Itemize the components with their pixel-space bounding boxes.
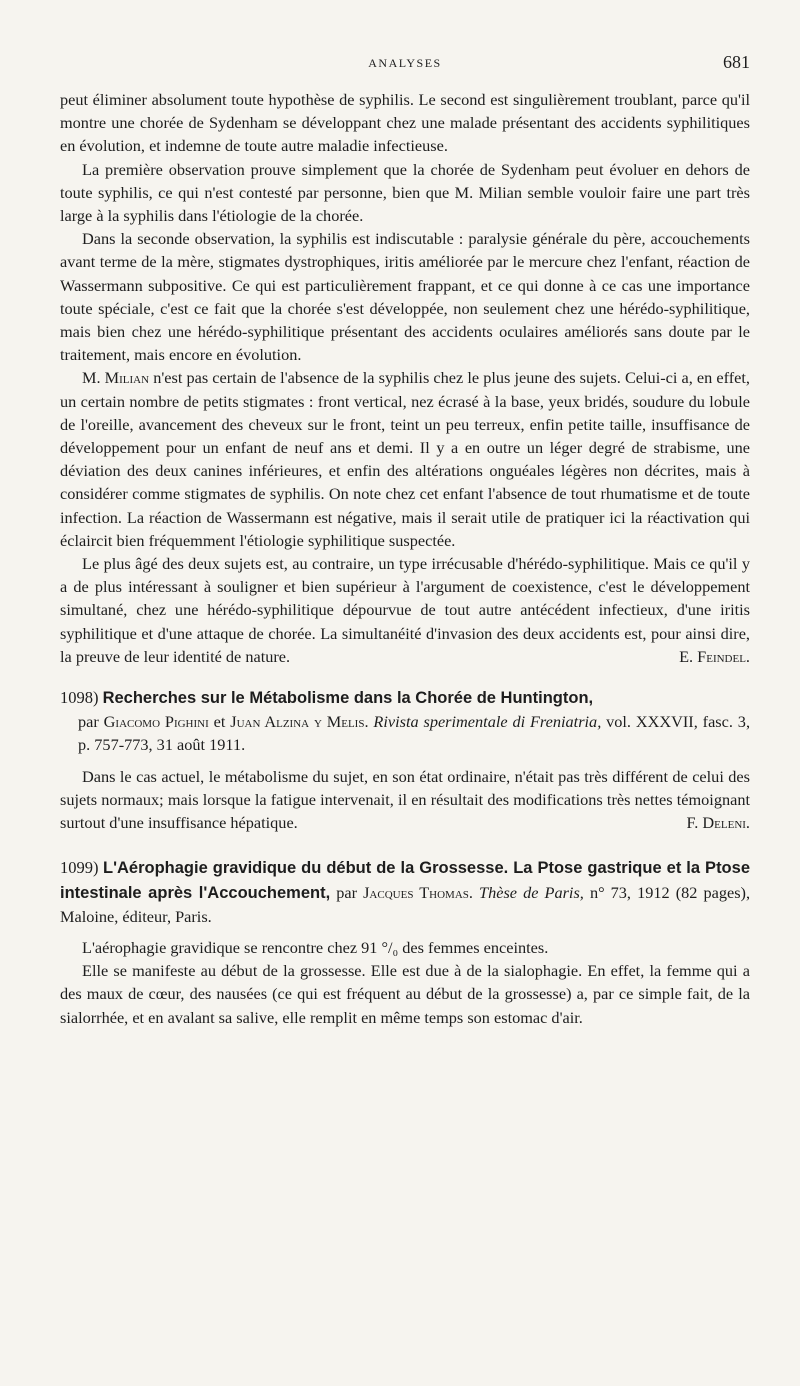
signature-deleni: F. Deleni.: [686, 813, 750, 833]
paragraph-4: [60, 366, 750, 552]
entry-1098-text: [60, 765, 750, 835]
by-word-2: par: [330, 882, 364, 902]
by-word: par: [78, 712, 104, 732]
entry-1098-reference: vol. XXXVII, fasc. 3, p. 757-773, 31 août 1911.: [78, 712, 751, 755]
entry-1099-text-1: L'aérophagie gravidique se rencontre chez 91 °/₀ des femmes enceintes.: [82, 937, 549, 957]
signature-feindel: E. Feindel.: [679, 646, 750, 666]
text-body: [60, 88, 750, 1029]
and-word: et: [208, 712, 231, 732]
entry-1099-number: 1099): [60, 858, 99, 878]
entry-1098-body: Dans le cas actuel, le métabolisme du sujet, en son état ordinaire, n'était pas très différent de celui des sujets normaux; mais lorsque la fatigue intervenait, il en résultait des modifications très nettes témoignant surtout d'une insuffisance hépatique.: [60, 766, 750, 833]
entry-1099-heading: [60, 856, 750, 928]
entry-1099-reference: n° 73, 1912 (82 pages), Maloine, éditeur, Paris.: [60, 882, 751, 926]
period-2: .: [468, 882, 480, 902]
entry-1099-text-2: Elle se manifeste au début de la grossesse. Elle est due à de la sialophagie. En effet, la femme qui a des maux de cœur, des nausées (ce qui est fréquent au début de la grossesse) a, par ce simple fait, de la sialorrhée, et en avalant sa salive, elle remplit en même temps son estomac d'air.: [60, 961, 750, 1027]
journal-name: Rivista sperimentale di Freniatria,: [373, 712, 602, 732]
page-number: 681: [723, 52, 750, 72]
author-alzina: Juan Alzina y Melis: [230, 712, 365, 732]
paragraph-2: La première observation prouve simplement que la chorée de Sydenham peut évoluer en dehors de toute syphilis, ce qui n'est contesté par personne, bien que M. Milian semble vouloir faire une part très large à la syphilis dans l'étiologie de la chorée.: [60, 159, 750, 226]
entry-1098-number: 1098): [60, 688, 99, 708]
entry-1098-title: Recherches sur le Métabolisme dans la Chorée de Huntington,: [102, 689, 594, 708]
entry-1099-title: L'Aérophagie gravidique du début de la Grossesse. La Ptose gastrique et la Ptose intestinale après l'Accouchement,: [60, 859, 750, 902]
author-thomas: Jacques Thomas: [363, 882, 469, 902]
running-head: [60, 52, 750, 76]
author-pighini: Giacomo Pighini: [103, 712, 209, 732]
running-title: ANALYSES: [368, 56, 442, 70]
author-mention: M. Milian: [82, 368, 150, 388]
paragraph-3: Dans la seconde observation, la syphilis est indiscutable : paralysie générale du père, accouchements avant terme de la mère, stigmates dystrophiques, iritis améliorée par le mercure chez l'enfant, réaction de Wassermann subpositive. Ce qui est particulièrement frappant, et ce qui donne à ce cas une importance toute spéciale, c'est ce fait que la chorée s'est développée, non seulement chez une hérédo-syphilitique, mais bien chez une hérédo-syphilitique présentant des accidents oculaires améliorés sans doute par le traitement, mais encore en évolution.: [60, 229, 750, 365]
paragraph-5-text: Le plus âgé des deux sujets est, au contraire, un type irrécusable d'hérédo-syphilitique. Mais ce qu'il y a de plus intéressant à souligner et bien supérieur à l'argument de coexistence, c'est le développement simultané, chez une hérédo-syphilitique dépourvue de tout autre antécédent infectieux, d'une iritis syphilitique et d'une attaque de chorée. La simultanéité d'invasion des deux accidents est, pour ainsi dire, la preuve de leur identité de nature.: [60, 554, 750, 666]
entry-1098-heading: [60, 686, 750, 757]
entry-1098-citation: [60, 710, 750, 756]
paragraph-4-text: n'est pas certain de l'absence de la syphilis chez le plus jeune des sujets. Celui-ci a, en effet, un certain nombre de petits stigmates : front vertical, nez écrasé à la base, yeux bridés, soudure du lobule de l'oreille, avancement des cheveux sur le front, teint un peu terreux, enfin petite taille, insuffisance de développement pour un enfant de neuf ans et demi. Il y a en outre un léger degré de strabisme, une déviation des deux canines inférieures, et enfin des altérations onguéales légères non décrites, mais à considérer comme stigmates de syphilis. On note chez cet enfant l'absence de tout rhumatisme et de toute infection. La réaction de Wassermann est négative, mais il serait utile de pratiquer ici la réactivation qui éclaircit bien fréquemment l'étiologie syphilitique suspectée.: [60, 368, 750, 550]
thesis-name: Thèse de Paris,: [479, 882, 584, 902]
paragraph-5: [60, 552, 750, 668]
period: .: [364, 712, 374, 732]
paragraph-1: peut éliminer absolument toute hypothèse de syphilis. Le second est singulièrement troublant, parce qu'il montre une chorée de Sydenham se développant chez une malade présentant des accidents syphilitiques en évolution, et indemne de toute autre maladie infectieuse.: [60, 90, 750, 156]
